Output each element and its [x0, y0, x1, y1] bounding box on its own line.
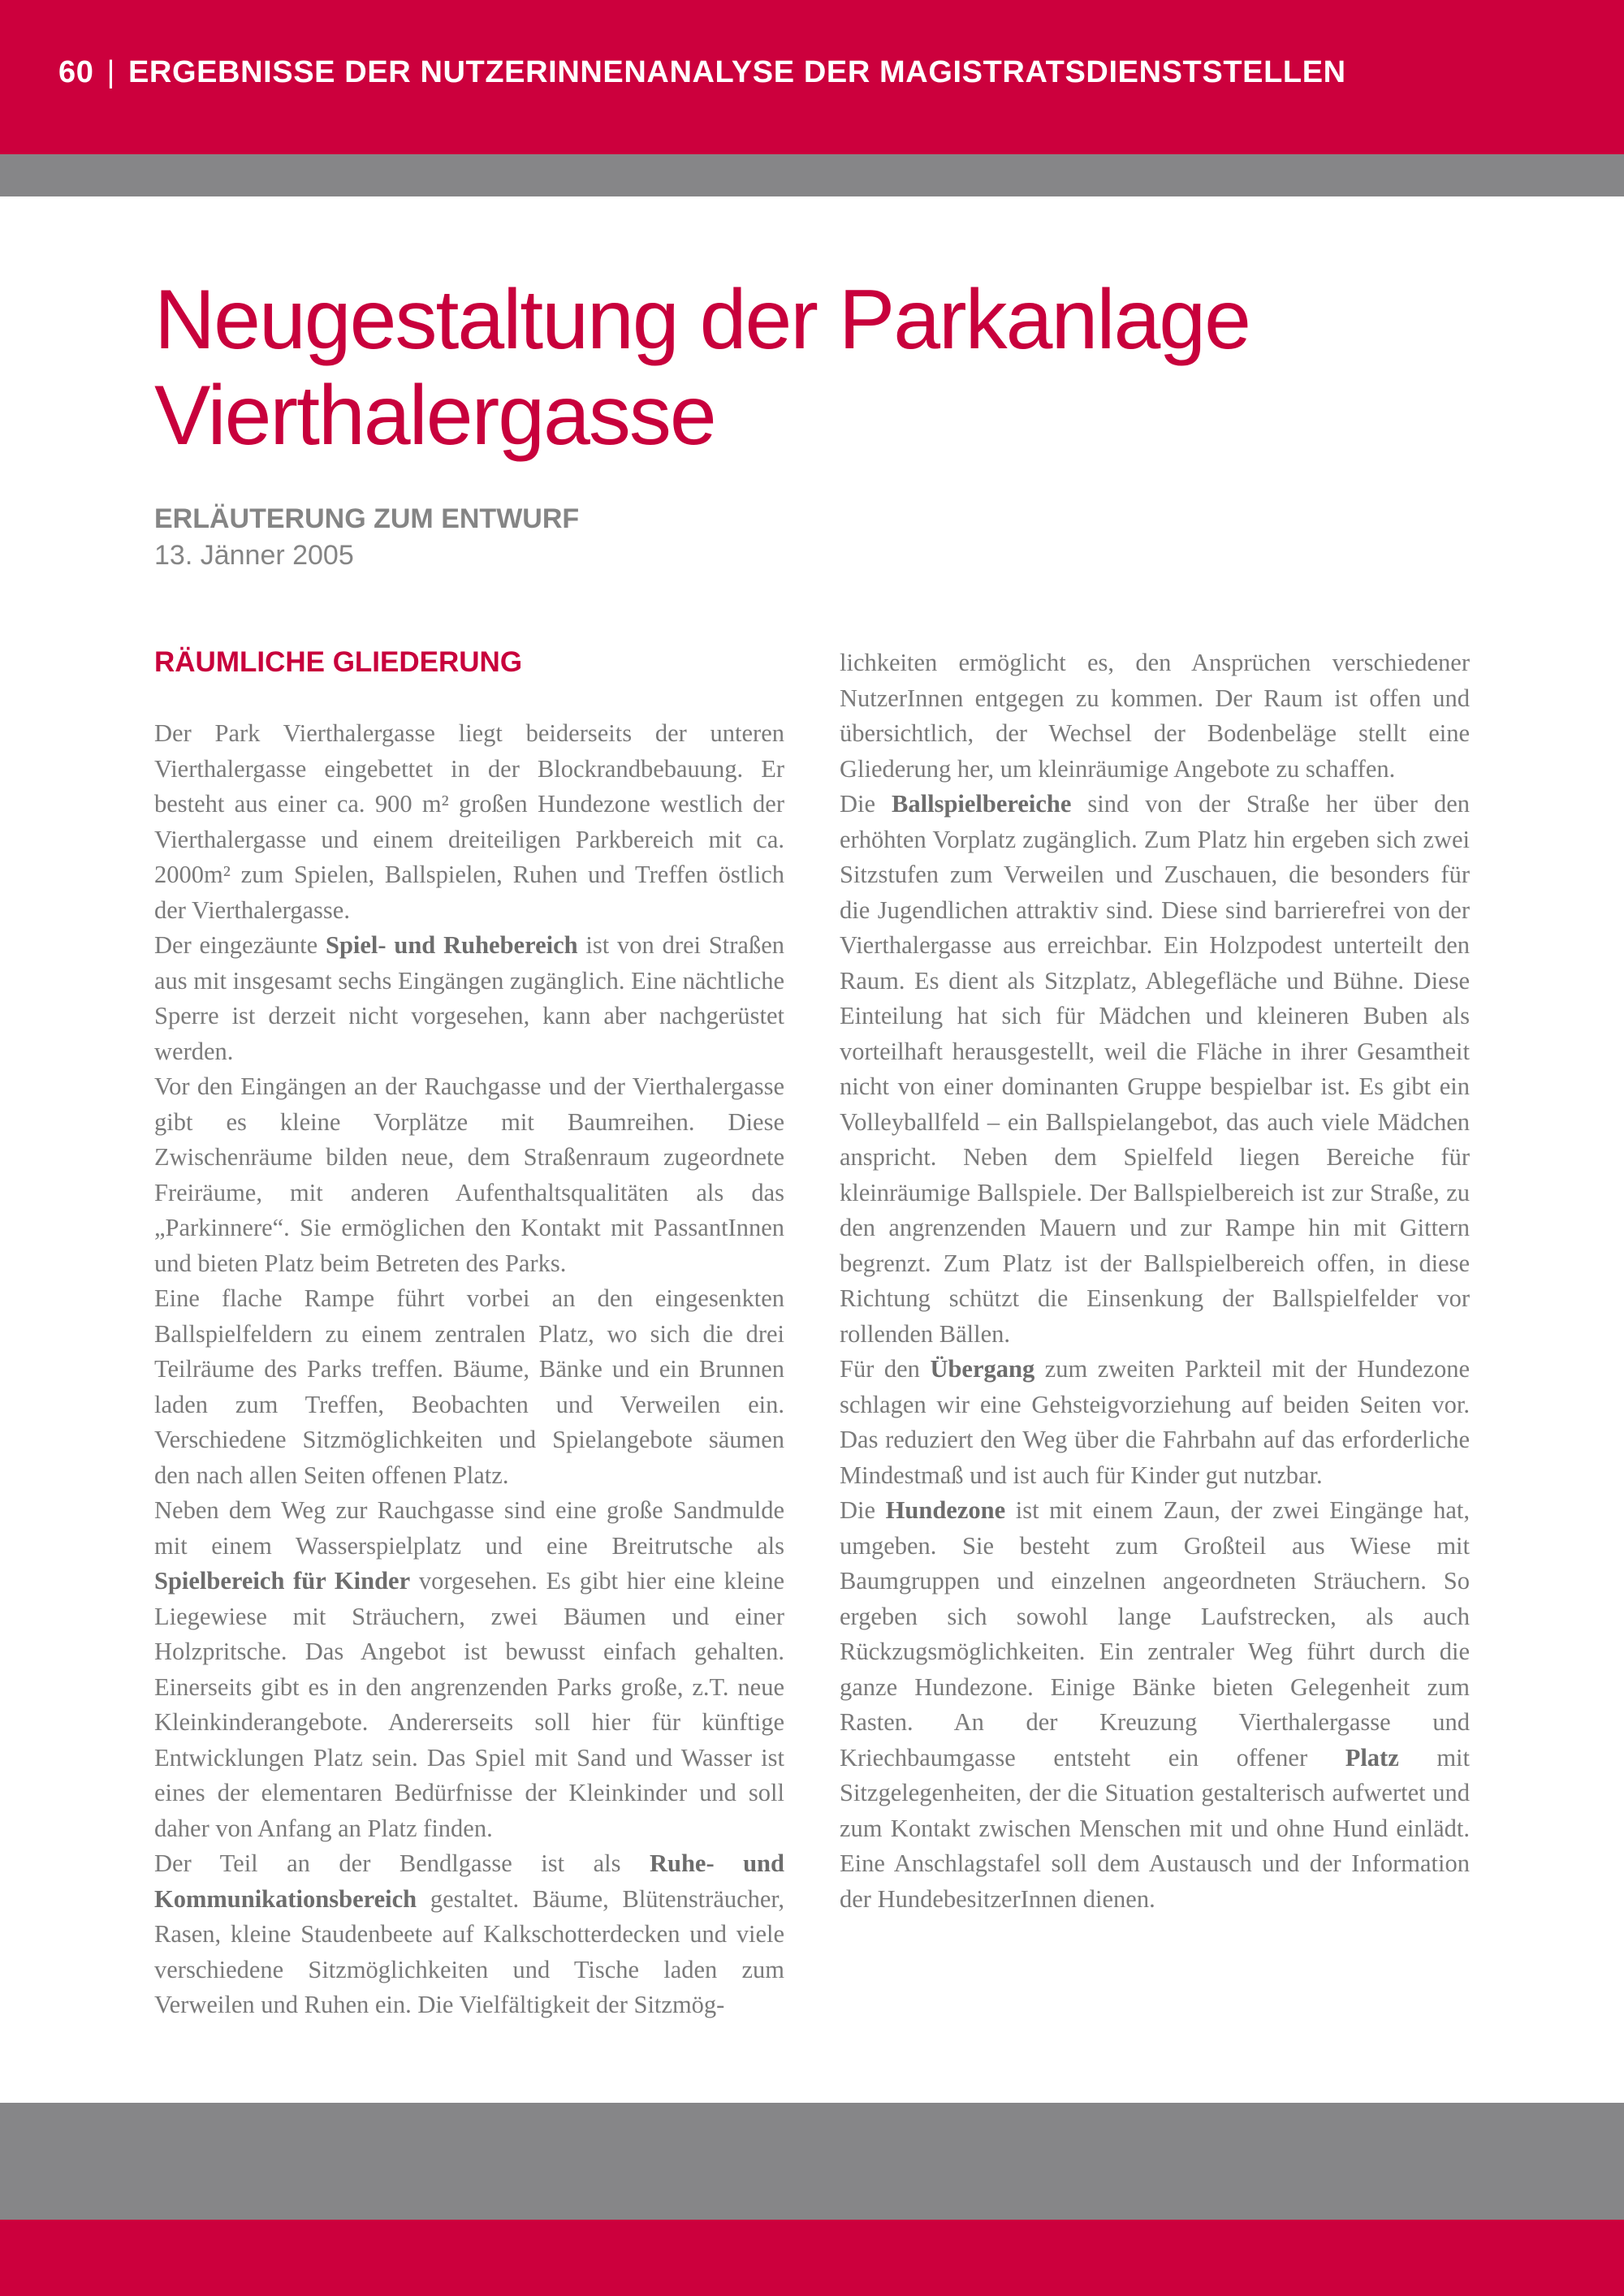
bold-term: Ruhe- und Kommunikationsbereich — [154, 1849, 784, 1913]
page-title — [154, 272, 1250, 464]
right-column — [840, 645, 1470, 1917]
paragraph: Vor den Eingängen an der Rauchgasse und der Vierthalergasse gibt es kleine Vorplätze mit Baumreihen. Diese Zwischenräume bilden neue, dem Straßenraum zugeordnete Freiräume, mit anderen Aufenthaltsqualitäten als das „Parkinnere“. Sie ermöglichen den Kontakt mit PassantInnen und bieten Platz beim Betreten des Parks. — [154, 1072, 784, 1277]
header-grey-band — [0, 154, 1624, 196]
left-column — [154, 716, 784, 2023]
paragraph: lichkeiten ermöglicht es, den Ansprüchen verschiedener NutzerInnen entgegen zu kommen. Der Raum ist offen und übersichtlich, der Wechsel der Bodenbeläge stellt eine Gliederung her, um kleinräumige Angebote zu schaffen. — [840, 649, 1470, 783]
footer-red-band — [0, 2220, 1624, 2296]
paragraph: Neben dem Weg zur Rauchgasse sind eine große Sandmulde mit einem Wasserspielplatz und eine Breitrutsche als Spielbereich für Kinder vorgesehen. Es gibt hier eine kleine Liegewiese mit Sträuchern, zwei Bäumen und einer Holzpritsche. Das Angebot ist bewusst einfach gehalten. Einerseits gibt es in den angrenzenden Parks große, z.T. neue Kleinkinderangebote. Andererseits soll hier für künftige Entwicklungen Platz sein. Das Spiel mit Sand und Wasser ist eines der elementaren Bedürfnisse der Kleinkinder und soll daher von Anfang an Platz finden. — [154, 1496, 784, 1842]
header-separator: | — [106, 55, 115, 89]
header-section-title: ERGEBNISSE DER NUTZERINNENANALYSE DER MAGISTRATSDIENSTSTELLEN — [127, 55, 1346, 89]
document-date: 13. Jänner 2005 — [154, 540, 354, 571]
bold-term: Ballspielbereiche — [892, 790, 1072, 818]
paragraph: Der Park Vierthalergasse liegt beiderseits der unteren Vierthalergasse eingebettet in der Blockrandbebauung. Er besteht aus einer ca. 900 m² großen Hundezone westlich der Vierthalergasse und einem dreiteiligen Parkbereich mit ca. 2000m² zum Spielen, Ballspielen, Ruhen und Treffen östlich der Vierthalergasse. — [154, 719, 784, 924]
bold-term: Spielbereich für Kinder — [154, 1567, 411, 1595]
paragraph: Für den Übergang zum zweiten Parkteil mit der Hundezone schlagen wir eine Gehsteigvorziehung auf beiden Seiten vor. Das reduziert den Weg über die Fahrbahn auf das erforderliche Mindestmaß und ist auch für Kinder gut nutzbar. — [840, 1355, 1470, 1489]
subtitle: ERLÄUTERUNG ZUM ENTWURF — [154, 503, 580, 534]
bold-term: Übergang — [930, 1355, 1035, 1383]
title-line-2: Vierthalergasse — [154, 369, 715, 463]
footer-grey-band — [0, 2103, 1624, 2220]
bold-term: Platz — [1345, 1743, 1399, 1772]
running-header — [58, 55, 1346, 90]
title-line-1: Neugestaltung der Parkanlage — [154, 273, 1250, 367]
section-heading: RÄUMLICHE GLIEDERUNG — [154, 646, 523, 678]
paragraph: Die Ballspielbereiche sind von der Straße her über den erhöhten Vorplatz zugänglich. Zum Platz hin ergeben sich zwei Sitzstufen zum Verweilen und Zuschauen, die besonders für die Jugendlichen attraktiv sind. Diese sind barrierefrei von der Vierthalergasse aus erreichbar. Ein Holzpodest unterteilt den Raum. Es dient als Sitzplatz, Ablegefläche und Bühne. Diese Einteilung hat sich für Mädchen und kleineren Buben als vorteilhaft herausgestellt, weil die Fläche in ihrer Gesamtheit nicht von einer dominanten Gruppe bespielbar ist. Es gibt ein Volleyballfeld – ein Ballspielangebot, das auch viele Mädchen anspricht. Neben dem Spielfeld liegen Bereiche für kleinräumige Ballspiele. Der Ballspielbereich ist zur Straße, zu den angrenzenden Mauern und zur Rampe hin mit Gittern begrenzt. Zum Platz ist der Ballspielbereich offen, in diese Richtung schützt die Einsenkung der Ballspielfelder vor rollenden Bällen. — [840, 790, 1470, 1348]
bold-term: Spiel- und Ruhebereich — [326, 931, 578, 959]
paragraph: Eine flache Rampe führt vorbei an den eingesenkten Ballspielfeldern zu einem zentralen Platz, wo sich die drei Teilräume des Parks treffen. Bäume, Bänke und ein Brunnen laden zum Treffen, Beobachten und Verweilen ein. Verschiedene Sitzmöglichkeiten und Spielangebote säumen den nach allen Seiten offenen Platz. — [154, 1284, 784, 1489]
paragraph: Der Teil an der Bendlgasse ist als Ruhe- und Kommunikationsbereich gestaltet. Bäume, Blütensträucher, Rasen, kleine Staudenbeete auf Kalkschotterdecken und viele verschiedene Sitzmöglichkeiten und Tische laden zum Verweilen und Ruhen ein. Die Vielfältigkeit der Sitzmög- — [154, 1849, 784, 2018]
paragraph: Die Hundezone ist mit einem Zaun, der zwei Eingänge hat, umgeben. Sie besteht zum Großteil aus Wiese mit Baumgruppen und einzelnen angeordneten Sträuchern. So ergeben sich sowohl lange Laufstrecken, als auch Rückzugsmöglichkeiten. Ein zentraler Weg führt durch die ganze Hundezone. Einige Bänke bieten Gelegenheit zum Rasten. An der Kreuzung Vierthalergasse und Kriechbaumgasse entsteht ein offener Platz mit Sitzgelegenheiten, der die Situation gestalterisch aufwertet und zum Kontakt zwischen Menschen mit und ohne Hund einlädt. Eine Anschlagstafel soll dem Austausch und der Information der HundebesitzerInnen dienen. — [840, 1496, 1471, 1913]
page-number: 60 — [58, 55, 94, 89]
bold-term: Hundezone — [885, 1496, 1006, 1524]
paragraph: Der eingezäunte Spiel- und Ruhebereich ist von drei Straßen aus mit insgesamt sechs Eingängen zugänglich. Eine nächtliche Sperre ist derzeit nicht vorgesehen, kann aber nachgerüstet werden. — [154, 931, 784, 1065]
